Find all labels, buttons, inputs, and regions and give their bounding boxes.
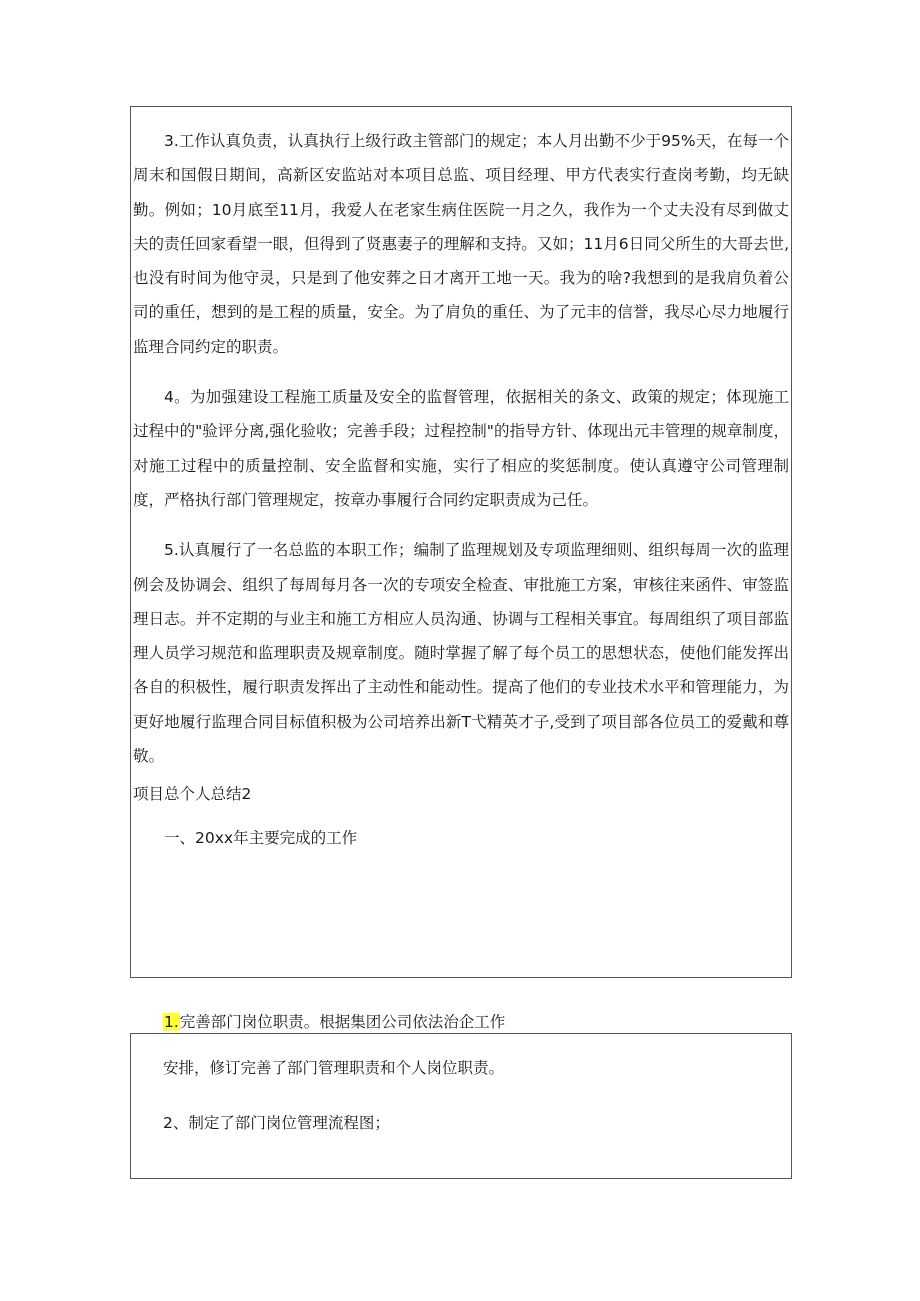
heading-1: 一、20xx年主要完成的工作 — [164, 828, 358, 847]
section-title: 项目总个人总结2 — [133, 785, 252, 804]
paragraph-4: 4。为加强建设工程施工质量及安全的监督管理，依据相关的条文、政策的规定；体现施工过程中的"验评分离,强化验收；完善手段；过程控制"的指导方针、体现出元丰管理的规章制度，对施工过程中的质量控制、安全监督和实施，实行了相应的奖惩制度。使认真遵守公司管理制度，严格执行部门管理规定，按章办事履行合同约定职责成为己任。 — [133, 388, 789, 509]
highlighted-number: 1. — [164, 1013, 179, 1031]
standalone-text: 完善部门岗位职责。根据集团公司依法治企工作 — [179, 1013, 506, 1031]
paragraph-5: 5.认真履行了一名总监的本职工作；编制了监理规划及专项监理细则、组织每周一次的监理例会及协调会、组织了每周每月各一次的专项安全检查、审批施工方案，审核往来函件、审签监理日志。并不定期的与业主和施工方相应人员沟通、协调与工程相关事宜。每周组织了项目部监理人员学习规范和监理职责及规章制度。随时掌握了解了每个员工的思想状态，使他们能发挥出各自的积极性，履行职责发挥出了主动性和能动性。提高了他们的专业技术水平和管理能力，为更好地履行监理合同目标值积极为公司培养出新T弋精英才子,受到了项目部各位员工的爱戴和尊敬。 — [133, 541, 789, 766]
standalone-line — [163, 1009, 505, 1035]
main-text-block — [133, 124, 789, 855]
bottom-line-1: 安排，修订完善了部门管理职责和个人岗位职责。 — [163, 1059, 505, 1077]
paragraph-3: 3.工作认真负责，认真执行上级行政主管部门的规定；本人月出勤不少于95%天，在每一个周末和国假日期间，高新区安监站对本项目总监、项目经理、甲方代表实行查岗考勤，均无缺勤。例如；10月底至11月，我爱人在老家生病住医院一月之久，我作为一个丈夫没有尽到做丈夫的责任回家看望一眼，但得到了贤惠妻子的理解和支持。又如；11月6日同父所生的大哥去世,也没有时间为他守灵，只是到了他安葬之日才离开工地一天。我为的啥?我想到的是我肩负着公司的重任，想到的是工程的质量，安全。为了肩负的重任、为了元丰的信誉，我尽心尽力地履行监理合同约定的职责。 — [133, 132, 789, 356]
bottom-line-2: 2、制定了部门岗位管理流程图； — [163, 1114, 390, 1132]
